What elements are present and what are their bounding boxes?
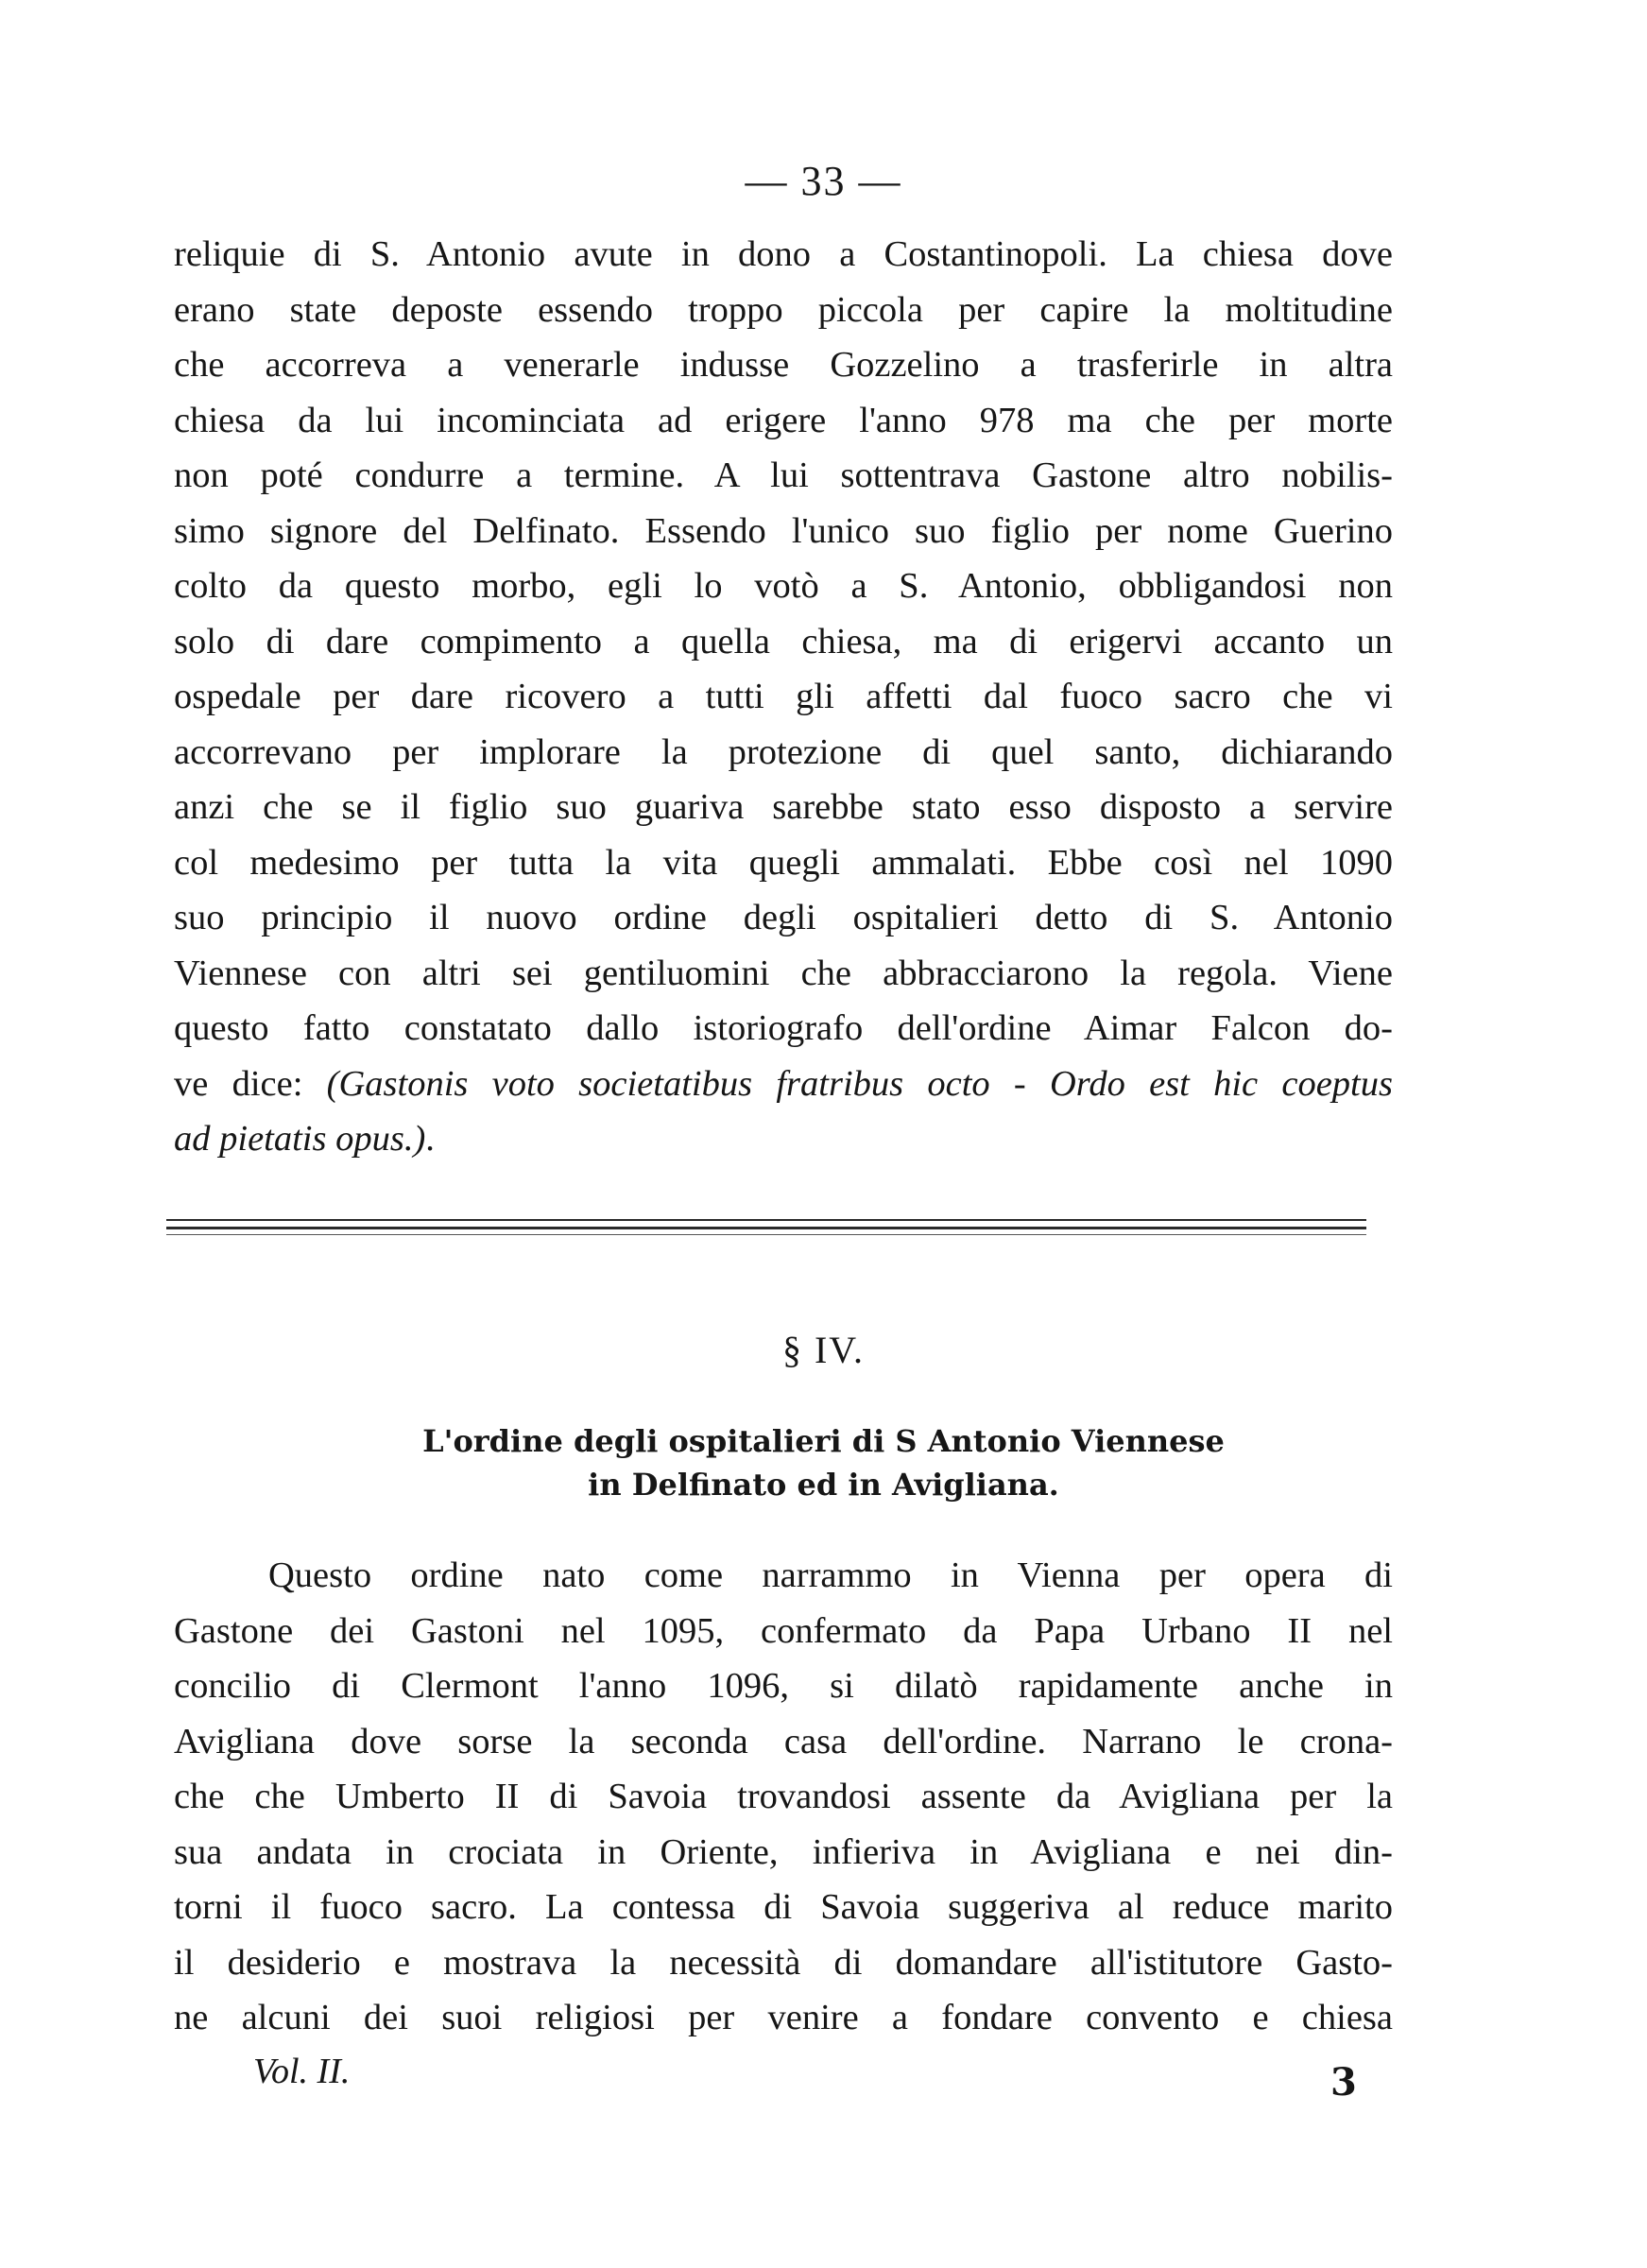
text-line: che accorreva a venerarle indusse Gozzelino a trasferirle in altra: [174, 345, 1393, 385]
text-line: il desiderio e mostrava la necessità di domandare all'istitutore Gasto-: [174, 1942, 1393, 1983]
divider-rule: [166, 1234, 1366, 1235]
text-line-mixed: [174, 1111, 1393, 1167]
section-title: [0, 1419, 1647, 1506]
latin-quote: ad pietatis opus.): [174, 1119, 426, 1159]
text-line: chiesa da lui incominciata ad erigere l'anno 978 ma che per morte: [174, 400, 1393, 440]
text-line: reliquie di S. Antonio avute in dono a Costantinopoli. La chiesa dove: [174, 234, 1393, 274]
text-line: sua andata in crociata in Oriente, infieriva in Avigliana e nei din-: [174, 1831, 1393, 1872]
text-run: .: [425, 1119, 435, 1159]
section-heading: § IV.: [781, 1329, 866, 1371]
text-line: col medesimo per tutta la vita quegli ammalati. Ebbe così nel 1090: [174, 842, 1393, 883]
latin-quote: (Gastonis voto societatibus fratribus octo - Ordo est hic coeptus: [326, 1063, 1393, 1104]
text-line: suo principio il nuovo ordine degli ospitalieri detto di S. Antonio: [174, 898, 1393, 937]
section-title-line: L'ordine degli ospitalieri di S Antonio Viennese: [422, 1423, 1225, 1459]
divider-rule: [166, 1219, 1366, 1221]
text-line: accorrevano per implorare la protezione di quel santo, dichiarando: [174, 731, 1393, 772]
text-line: Gastone dei Gastoni nel 1095, confermato da Papa Urbano II nel: [174, 1610, 1393, 1651]
text-line: torni il fuoco sacro. La contessa di Savoia suggeriva al reduce marito: [174, 1887, 1393, 1927]
text-line: che che Umberto II di Savoia trovandosi assente da Avigliana per la: [174, 1777, 1393, 1816]
text-line: Questo ordine nato come narrammo in Vienna per opera di: [268, 1555, 1393, 1595]
paragraph-1: [174, 227, 1393, 1167]
text-line: questo fatto constatato dallo istoriografo dell'ordine Aimar Falcon do-: [174, 1008, 1393, 1048]
text-run: ve dice:: [174, 1063, 327, 1104]
text-line-mixed: [174, 1057, 1393, 1112]
text-line: Viennese con altri sei gentiluomini che abbracciarono la regola. Viene: [174, 953, 1393, 993]
page-number: — 33 —: [745, 158, 902, 204]
text-line: non poté condurre a termine. A lui sottentrava Gastone altro nobilis-: [174, 455, 1393, 495]
volume-footer: Vol. II.: [253, 2052, 351, 2091]
text-line: ospedale per dare ricovero a tutti gli affetti dal fuoco sacro che vi: [174, 677, 1393, 716]
text-line: ne alcuni dei suoi religiosi per venire a fondare convento e chiesa: [174, 1998, 1393, 2037]
text-line: anzi che se il figlio suo guariva sarebbe stato esso disposto a servire: [174, 787, 1393, 827]
divider-rule: [166, 1227, 1366, 1229]
paragraph-2: [174, 1548, 1393, 2046]
text-line: erano state deposte essendo troppo piccola per capire la moltitudine: [174, 289, 1393, 330]
text-line: colto da questo morbo, egli lo votò a S. Antonio, obbligandosi non: [174, 566, 1393, 606]
signature-mark: 3: [1330, 2060, 1357, 2105]
text-line: Avigliana dove sorse la seconda casa dell'ordine. Narrano le crona-: [174, 1721, 1393, 1761]
text-line: simo signore del Delfinato. Essendo l'unico suo figlio per nome Guerino: [174, 510, 1393, 551]
text-line: solo di dare compimento a quella chiesa, ma di erigervi accanto un: [174, 621, 1393, 662]
text-line: concilio di Clermont l'anno 1096, si dilatò rapidamente anche in: [174, 1666, 1393, 1706]
section-title-line: in Delfinato ed in Avigliana.: [588, 1467, 1059, 1503]
